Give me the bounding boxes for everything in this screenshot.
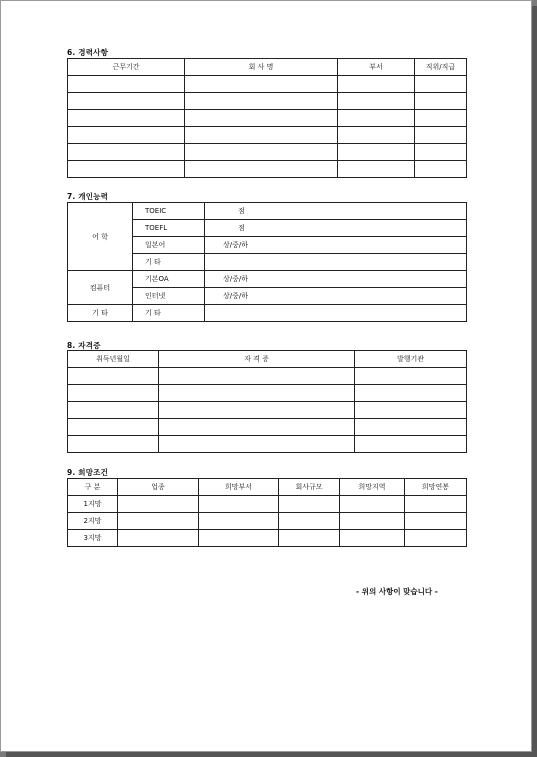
table-row	[68, 161, 467, 178]
cell[interactable]	[338, 110, 415, 127]
cell[interactable]	[355, 436, 467, 453]
certificate-table	[67, 350, 467, 453]
cell[interactable]	[415, 110, 467, 127]
item-label: 인터넷	[133, 288, 205, 305]
cell[interactable]	[159, 402, 355, 419]
cell[interactable]	[415, 144, 467, 161]
cell[interactable]	[185, 93, 338, 110]
cell[interactable]	[159, 368, 355, 385]
choice-label: 1지망	[68, 496, 118, 513]
cell[interactable]	[279, 513, 340, 530]
cell[interactable]	[68, 436, 159, 453]
item-value: 상/중/하	[205, 237, 467, 254]
header-company: 회 사 명	[185, 59, 338, 76]
cell[interactable]	[279, 530, 340, 547]
table-row	[68, 144, 467, 161]
cell[interactable]	[338, 127, 415, 144]
section-7-title: 7. 개인능력	[67, 192, 109, 201]
cell[interactable]	[405, 530, 467, 547]
item-label: TOEFL	[133, 220, 205, 237]
cell[interactable]	[199, 530, 279, 547]
header-position: 직위/직급	[415, 59, 467, 76]
item-label: 일본어	[133, 237, 205, 254]
page-shadow-bottom	[6, 752, 537, 757]
cell[interactable]	[185, 161, 338, 178]
cell[interactable]	[185, 127, 338, 144]
cell[interactable]	[68, 93, 185, 110]
language-label: 어 학	[68, 203, 133, 271]
header-desired-salary: 희망연봉	[405, 479, 467, 496]
item-value: 점	[205, 220, 467, 237]
cell[interactable]	[118, 513, 199, 530]
cell[interactable]	[199, 513, 279, 530]
cell[interactable]	[68, 368, 159, 385]
cell[interactable]	[185, 144, 338, 161]
cell[interactable]	[338, 76, 415, 93]
cell[interactable]	[415, 161, 467, 178]
header-company-size: 회사규모	[279, 479, 340, 496]
cell[interactable]	[159, 385, 355, 402]
item-value: 상/중/하	[205, 271, 467, 288]
other-label: 기 타	[68, 305, 133, 322]
choice-label: 2지망	[68, 513, 118, 530]
cell[interactable]	[199, 496, 279, 513]
table-row	[68, 530, 467, 547]
table-row	[68, 76, 467, 93]
cell[interactable]	[415, 93, 467, 110]
header-category: 구 분	[68, 479, 118, 496]
cell[interactable]	[355, 419, 467, 436]
section-9-title: 9. 희망조건	[67, 468, 109, 477]
item-value[interactable]	[205, 305, 467, 322]
table-row	[68, 419, 467, 436]
cell[interactable]	[68, 127, 185, 144]
cell[interactable]	[68, 161, 185, 178]
header-desired-region: 희망지역	[340, 479, 405, 496]
choice-label: 3지망	[68, 530, 118, 547]
preference-table	[67, 478, 467, 547]
cell[interactable]	[68, 110, 185, 127]
cell[interactable]	[355, 402, 467, 419]
header-work-period: 근무기간	[68, 59, 185, 76]
cell[interactable]	[340, 513, 405, 530]
cell[interactable]	[355, 368, 467, 385]
cell[interactable]	[118, 530, 199, 547]
table-row	[68, 496, 467, 513]
cell[interactable]	[68, 402, 159, 419]
cell[interactable]	[340, 496, 405, 513]
cell[interactable]	[340, 530, 405, 547]
table-row	[68, 127, 467, 144]
cell[interactable]	[355, 385, 467, 402]
ability-table	[67, 202, 467, 322]
cell[interactable]	[159, 436, 355, 453]
table-row	[68, 402, 467, 419]
table-row	[68, 385, 467, 402]
cell[interactable]	[185, 76, 338, 93]
item-value: 상/중/하	[205, 288, 467, 305]
cell[interactable]	[185, 110, 338, 127]
cell[interactable]	[68, 76, 185, 93]
item-label: 기 타	[133, 305, 205, 322]
table-row	[68, 368, 467, 385]
item-value: 점	[205, 203, 467, 220]
item-label: 기 타	[133, 254, 205, 271]
closing-statement: - 위의 사항이 맞습니다 -	[356, 587, 438, 596]
item-value[interactable]	[205, 254, 467, 271]
cell[interactable]	[415, 127, 467, 144]
cell[interactable]	[68, 419, 159, 436]
header-acquisition-date: 취득년월일	[68, 351, 159, 368]
cell[interactable]	[68, 385, 159, 402]
section-6-title: 6. 경력사항	[67, 48, 109, 57]
cell[interactable]	[405, 513, 467, 530]
header-industry: 업종	[118, 479, 199, 496]
header-desired-department: 희망부서	[199, 479, 279, 496]
cell[interactable]	[338, 144, 415, 161]
header-issuer: 발행기관	[355, 351, 467, 368]
computer-label: 컴퓨터	[68, 271, 133, 305]
table-row	[68, 436, 467, 453]
header-department: 부서	[338, 59, 415, 76]
cell[interactable]	[118, 496, 199, 513]
cell[interactable]	[338, 161, 415, 178]
cell[interactable]	[279, 496, 340, 513]
item-label: 기본OA	[133, 271, 205, 288]
table-row	[68, 110, 467, 127]
cell[interactable]	[415, 76, 467, 93]
table-row	[68, 513, 467, 530]
section-8-title: 8. 자격증	[67, 341, 101, 350]
cell[interactable]	[159, 419, 355, 436]
page-shadow-right	[532, 6, 537, 757]
cell[interactable]	[338, 93, 415, 110]
item-label: TOEIC	[133, 203, 205, 220]
table-row	[68, 93, 467, 110]
header-certificate: 자 격 증	[159, 351, 355, 368]
cell[interactable]	[405, 496, 467, 513]
career-table	[67, 58, 467, 178]
cell[interactable]	[68, 144, 185, 161]
